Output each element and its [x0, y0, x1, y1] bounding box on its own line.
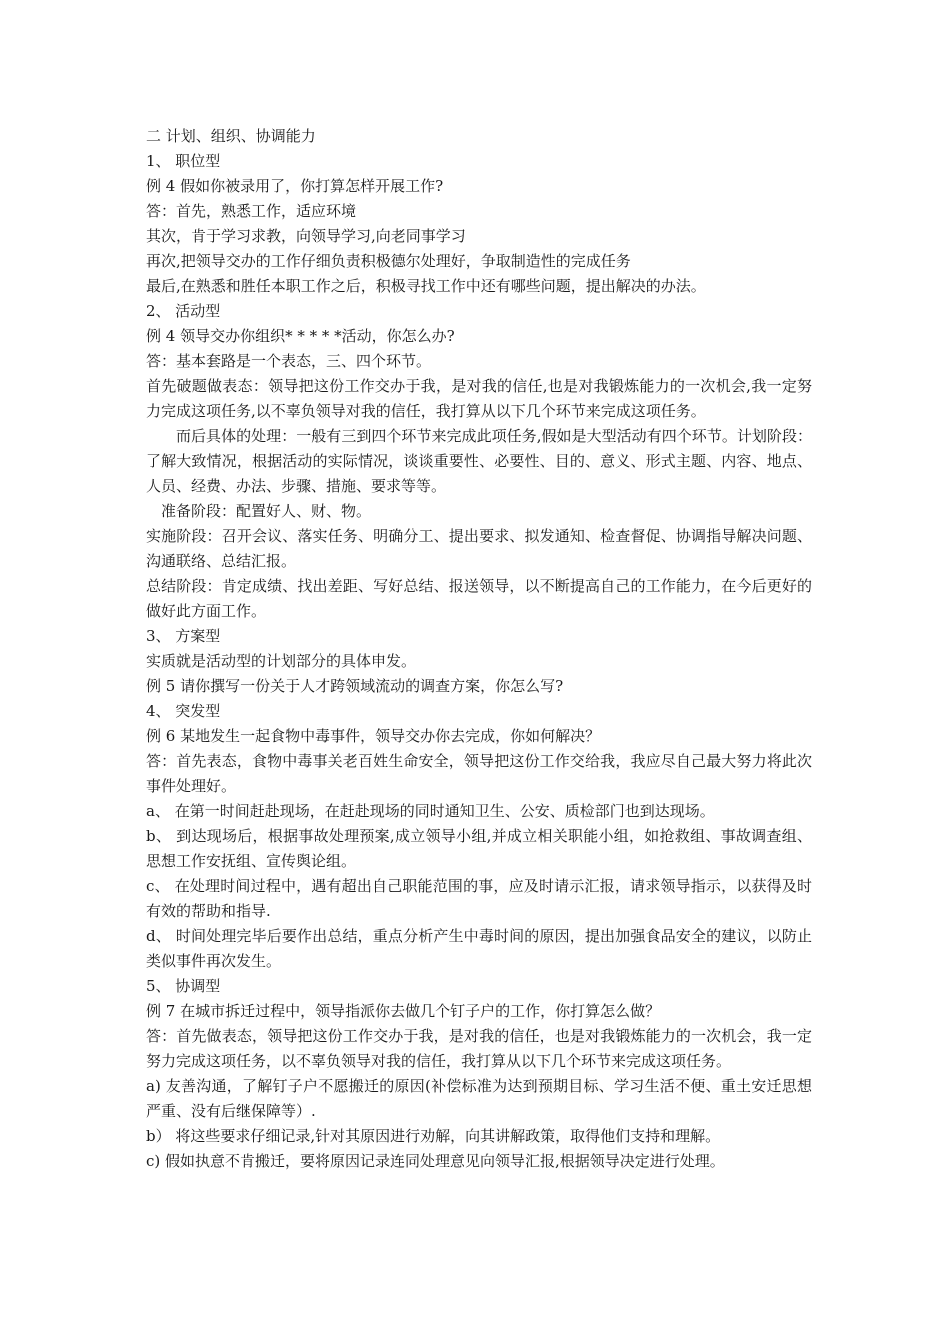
example-question: 例 4 假如你被录用了，你打算怎样开展工作?	[146, 177, 444, 195]
example-question: 例 4 领导交办你组织* * * * *活动，你怎么办?	[146, 327, 455, 345]
answer-paragraph: 答：基本套路是一个表态，三、四个环节。	[146, 352, 432, 370]
example-question: 例 6 某地发生一起食物中毒事件，领导交办你去完成，你如何解决？	[146, 727, 601, 745]
answer-paragraph: 实施阶段：召开会议、落实任务、明确分工、提出要求、拟发通知、检查督促、协调指导解决问题、沟通联络、总结汇报。	[146, 527, 812, 570]
answer-paragraph: 再次,把领导交办的工作仔细负责积极德尔处理好，争取制造性的完成任务	[146, 252, 631, 270]
subsection-heading: 2、 活动型	[146, 302, 221, 320]
list-item: b、 到达现场后，根据事故处理预案,成立领导小组,并成立相关职能小组，如抢救组、事故调查组、思想工作安抚组、宣传舆论组。	[146, 827, 812, 870]
section-heading: 二 计划、组织、协调能力	[146, 127, 316, 145]
list-item: a) 友善沟通，了解钉子户不愿搬迁的原因(补偿标准为达到预期目标、学习生活不便、重土安迁思想严重、没有后继保障等）.	[146, 1077, 812, 1120]
answer-paragraph: 准备阶段：配置好人、财、物。	[161, 502, 372, 520]
answer-paragraph: 而后具体的处理：一般有三到四个环节来完成此项任务,假如是大型活动有四个环节。计划阶段：了解大致情况，根据活动的实际情况，谈谈重要性、必要性、目的、意义、形式主题、内容、地点、人员、经费、办法、步骤、措施、要求等等。	[146, 427, 812, 495]
answer-paragraph: 实质就是活动型的计划部分的具体申发。	[146, 652, 417, 670]
subsection-heading: 5、 协调型	[146, 977, 221, 995]
answer-paragraph: 其次，肯于学习求教，向领导学习,向老同事学习	[146, 227, 466, 245]
list-item: b） 将这些要求仔细记录,针对其原因进行劝解，向其讲解政策，取得他们支持和理解。	[146, 1127, 721, 1145]
list-item: a、 在第一时间赶赴现场，在赶赴现场的同时通知卫生、公安、质检部门也到达现场。	[146, 802, 715, 820]
example-question: 例 7 在城市拆迁过程中，领导指派你去做几个钉子户的工作，你打算怎么做？	[146, 1002, 661, 1020]
subsection-heading: 3、 方案型	[146, 627, 221, 645]
subsection-heading: 1、 职位型	[146, 152, 221, 170]
answer-paragraph: 最后,在熟悉和胜任本职工作之后，积极寻找工作中还有哪些问题，提出解决的办法。	[146, 277, 706, 295]
answer-paragraph: 首先破题做表态：领导把这份工作交办于我，是对我的信任,也是对我锻炼能力的一次机会,我一定努力完成这项任务,以不辜负领导对我的信任，我打算从以下几个环节来完成这项任务。	[146, 377, 812, 420]
answer-paragraph: 答：首先表态，食物中毒事关老百姓生命安全，领导把这份工作交给我，我应尽自己最大努力将此次事件处理好。	[146, 752, 812, 795]
answer-paragraph: 答：首先做表态，领导把这份工作交办于我，是对我的信任，也是对我锻炼能力的一次机会，我一定努力完成这项任务，以不辜负领导对我的信任，我打算从以下几个环节来完成这项任务。	[146, 1027, 812, 1070]
document-page	[146, 124, 812, 1174]
example-question: 例 5 请你撰写一份关于人才跨领域流动的调查方案，你怎么写?	[146, 677, 564, 695]
list-item: c、 在处理时间过程中，遇有超出自己职能范围的事，应及时请示汇报，请求领导指示，以获得及时有效的帮助和指导.	[146, 877, 812, 920]
subsection-heading: 4、 突发型	[146, 702, 221, 720]
list-item: c) 假如执意不肯搬迁，要将原因记录连同处理意见向领导汇报,根据领导决定进行处理。	[146, 1152, 725, 1170]
answer-paragraph: 总结阶段：肯定成绩、找出差距、写好总结、报送领导，以不断提高自己的工作能力，在今后更好的做好此方面工作。	[146, 577, 812, 620]
answer-paragraph: 答：首先，熟悉工作，适应环境	[146, 202, 357, 220]
list-item: d、 时间处理完毕后要作出总结，重点分析产生中毒时间的原因，提出加强食品安全的建议，以防止类似事件再次发生。	[146, 927, 812, 970]
